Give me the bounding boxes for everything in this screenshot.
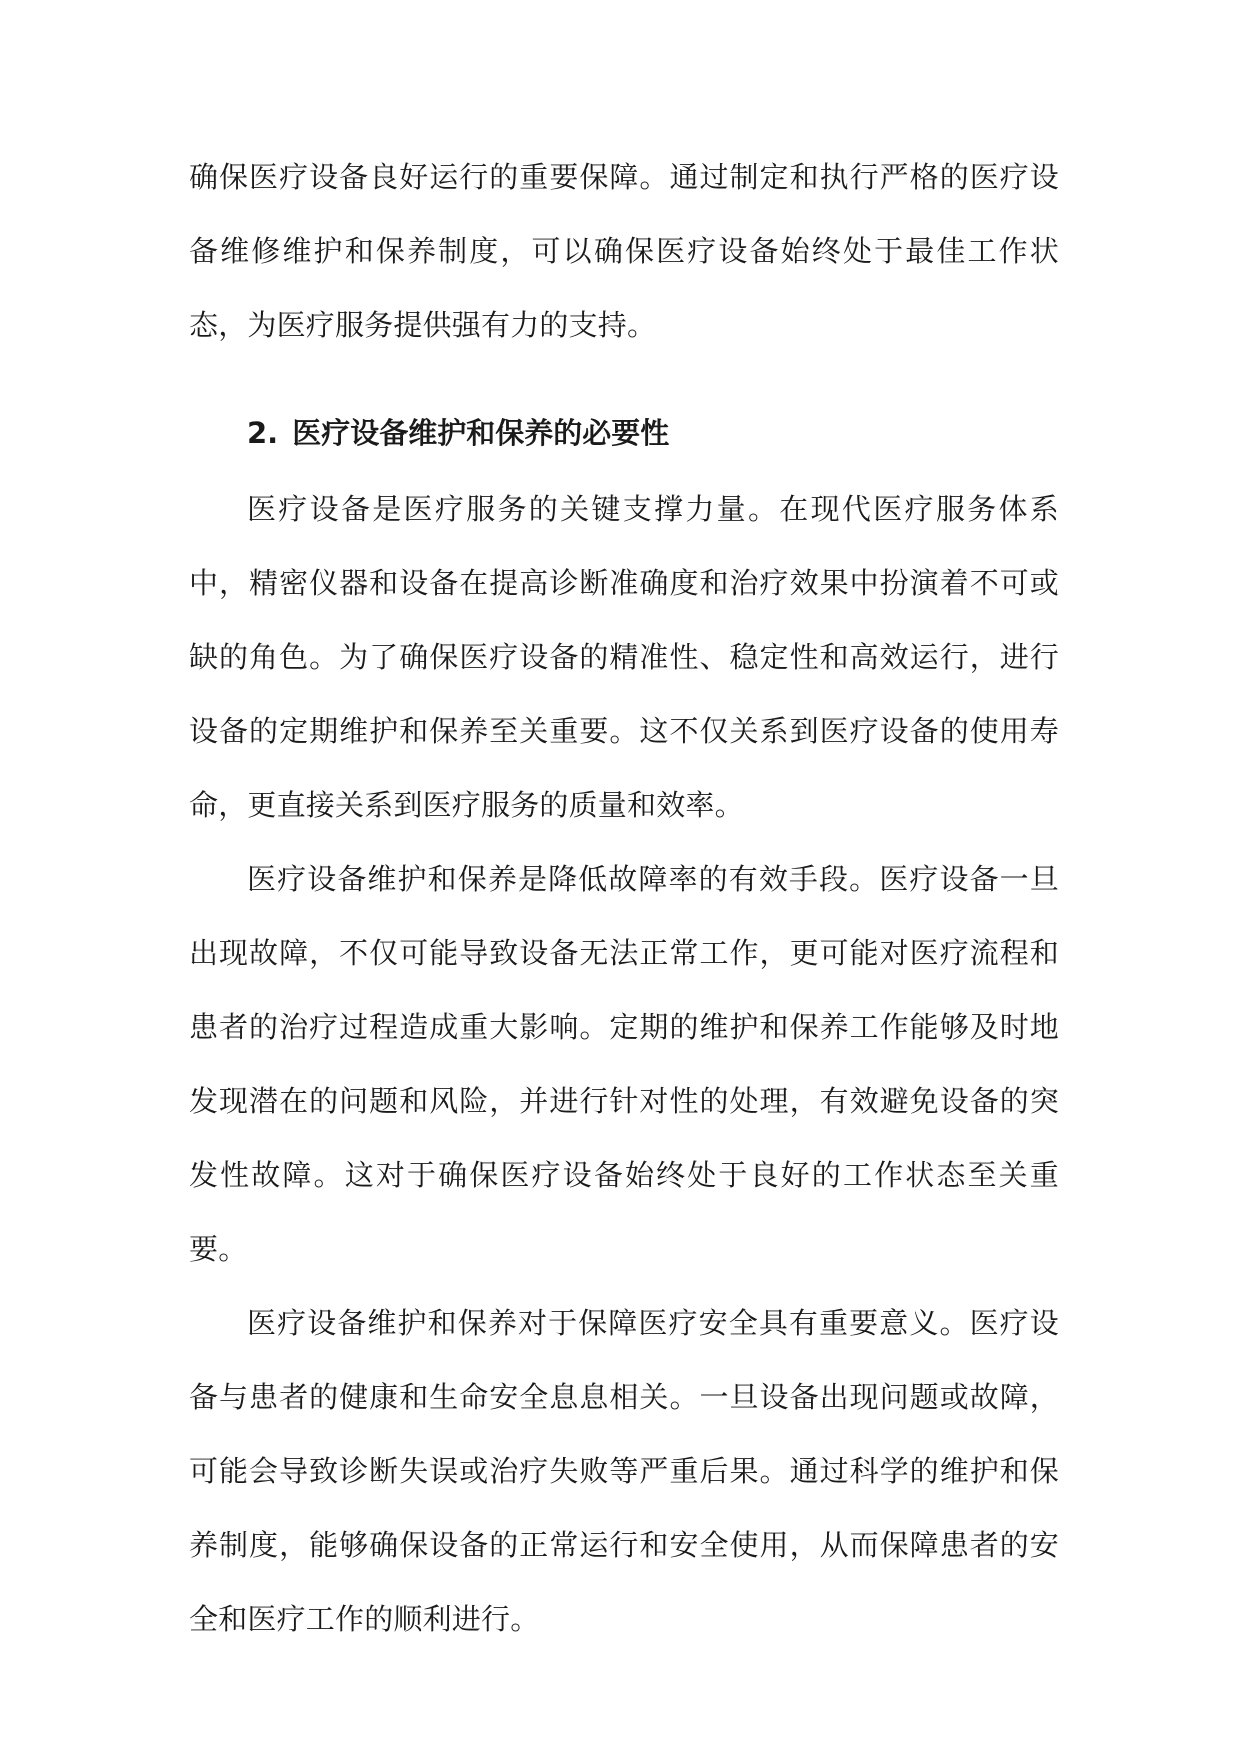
section-heading xyxy=(189,396,1059,470)
paragraph-1: 医疗设备是医疗服务的关键支撑力量。在现代医疗服务体系中，精密仪器和设备在提高诊断准确度和治疗效果中扮演着不可或缺的角色。为了确保医疗设备的精准性、稳定性和高效运行，进行设备的定期维护和保养至关重要。这不仅关系到医疗设备的使用寿命，更直接关系到医疗服务的质量和效率。 xyxy=(189,492,1059,822)
paragraph-continued: 确保医疗设备良好运行的重要保障。通过制定和执行严格的医疗设备维修维护和保养制度，可以确保医疗设备始终处于最佳工作状态，为医疗服务提供强有力的支持。 xyxy=(189,160,1059,342)
section-title: 医疗设备维护和保养的必要性 xyxy=(292,416,670,450)
section-number: 2. xyxy=(247,416,279,450)
paragraph-2: 医疗设备维护和保养是降低故障率的有效手段。医疗设备一旦出现故障，不仅可能导致设备无法正常工作，更可能对医疗流程和患者的治疗过程造成重大影响。定期的维护和保养工作能够及时地发现潜在的问题和风险，并进行针对性的处理，有效避免设备的突发性故障。这对于确保医疗设备始终处于良好的工作状态至关重要。 xyxy=(189,862,1059,1266)
document-body xyxy=(189,140,1059,1656)
paragraph-3: 医疗设备维护和保养对于保障医疗安全具有重要意义。医疗设备与患者的健康和生命安全息息相关。一旦设备出现问题或故障，可能会导致诊断失误或治疗失败等严重后果。通过科学的维护和保养制度，能够确保设备的正常运行和安全使用，从而保障患者的安全和医疗工作的顺利进行。 xyxy=(189,1306,1059,1636)
